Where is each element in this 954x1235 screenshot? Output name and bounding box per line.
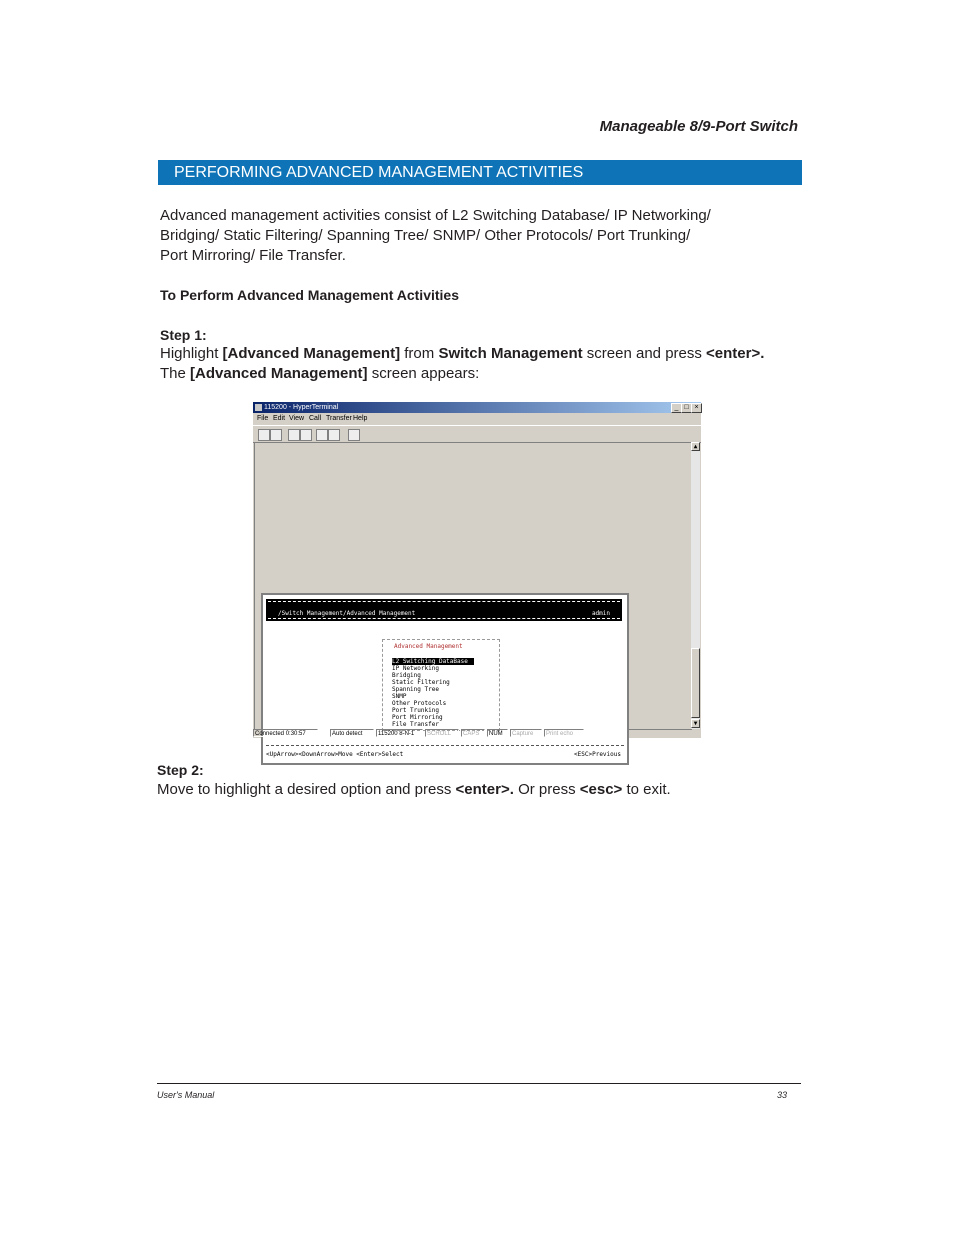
- connect-icon[interactable]: [288, 429, 300, 441]
- new-icon[interactable]: [258, 429, 270, 441]
- intro-line: Bridging/ Static Filtering/ Spanning Tree/ SNMP/ Other Protocols/ Port Trunking/: [160, 227, 691, 244]
- menu-item-ip-networking[interactable]: IP Networking: [392, 665, 439, 672]
- hyperterminal-screenshot: [253, 402, 701, 758]
- status-scroll: SCROLL: [425, 729, 459, 737]
- open-icon[interactable]: [270, 429, 282, 441]
- menu-item-bridging[interactable]: Bridging: [392, 672, 421, 679]
- step2-label: Step 2:: [157, 762, 204, 778]
- menu-item-l2-switching[interactable]: L2 Switching DataBase: [392, 658, 474, 665]
- status-baud: 115200 8-N-1: [376, 729, 423, 737]
- footer-rule: [157, 1083, 801, 1084]
- intro-paragraph: [160, 206, 711, 266]
- step1-line2: The [Advanced Management] screen appears:: [160, 365, 480, 382]
- console-header: [266, 599, 622, 621]
- footer-manual: User's Manual: [157, 1090, 215, 1100]
- status-num: NUM: [487, 729, 508, 737]
- intro-line: Advanced management activities consist of L2 Switching Database/ IP Networking/: [160, 207, 711, 224]
- status-capture: Capture: [510, 729, 542, 737]
- status-caps: CAPS: [461, 729, 485, 737]
- menu-edit[interactable]: Edit: [273, 415, 286, 422]
- status-print-echo: Print echo: [544, 729, 584, 737]
- maximize-icon[interactable]: □: [681, 403, 692, 413]
- advanced-menu: [382, 639, 500, 731]
- console-screen: [261, 593, 629, 765]
- minimize-icon[interactable]: _: [671, 403, 682, 413]
- section-title: PERFORMING ADVANCED MANAGEMENT ACTIVITIES: [174, 164, 584, 181]
- vertical-scrollbar[interactable]: [691, 442, 700, 729]
- menu-item-static-filtering[interactable]: Static Filtering: [392, 679, 450, 686]
- close-icon[interactable]: ×: [691, 403, 702, 413]
- menu-call[interactable]: Call: [309, 415, 322, 422]
- window-titlebar: [253, 402, 701, 413]
- console-footer-esc: <ESC>Previous: [574, 751, 621, 758]
- section-banner: [158, 160, 802, 185]
- menu-file[interactable]: File: [257, 415, 269, 422]
- step1-line1: Highlight [Advanced Management] from Switch Management screen and press <enter>.: [160, 345, 765, 362]
- step1-label: Step 1:: [160, 327, 207, 343]
- status-detect: Auto detect: [330, 729, 374, 737]
- menu-bar: [253, 414, 701, 424]
- menu-view[interactable]: View: [289, 415, 305, 422]
- menu-item-spanning-tree[interactable]: Spanning Tree: [392, 686, 439, 693]
- window-title: 115200 - HyperTerminal: [264, 404, 339, 411]
- subheading: To Perform Advanced Management Activities: [160, 287, 459, 303]
- intro-line: Port Mirroring/ File Transfer.: [160, 247, 346, 264]
- app-icon: [255, 404, 262, 411]
- step2-line: Move to highlight a desired option and press <enter>. Or press <esc> to exit.: [157, 781, 671, 798]
- menu-title: Advanced Management: [394, 643, 463, 650]
- scroll-thumb[interactable]: [691, 648, 700, 718]
- send-icon[interactable]: [316, 429, 328, 441]
- scroll-down-icon[interactable]: ▼: [691, 719, 700, 728]
- menu-transfer[interactable]: Transfer: [326, 415, 352, 422]
- status-connected: Connected 0:30:57: [253, 729, 318, 737]
- disconnect-icon[interactable]: [300, 429, 312, 441]
- menu-item-port-mirroring[interactable]: Port Mirroring: [392, 714, 443, 721]
- toolbar: [253, 425, 701, 443]
- console-footer-keys: <UpArrow><DownArrow>Move <Enter>Select: [266, 751, 404, 758]
- document-title: Manageable 8/9-Port Switch: [599, 118, 798, 135]
- scroll-up-icon[interactable]: ▲: [691, 442, 700, 451]
- status-bar: [253, 729, 701, 738]
- receive-icon[interactable]: [328, 429, 340, 441]
- menu-item-port-trunking[interactable]: Port Trunking: [392, 707, 439, 714]
- menu-item-other-protocols[interactable]: Other Protocols: [392, 700, 447, 707]
- properties-icon[interactable]: [348, 429, 360, 441]
- menu-help[interactable]: Help: [353, 415, 368, 422]
- menu-item-snmp[interactable]: SNMP: [392, 693, 407, 700]
- page-number: 33: [776, 1090, 787, 1100]
- console-user: admin: [591, 610, 610, 617]
- console-path: /Switch Management/Advanced Management: [278, 610, 416, 617]
- footer-divider: [266, 745, 624, 746]
- menu-item-file-transfer[interactable]: File Transfer: [392, 721, 439, 728]
